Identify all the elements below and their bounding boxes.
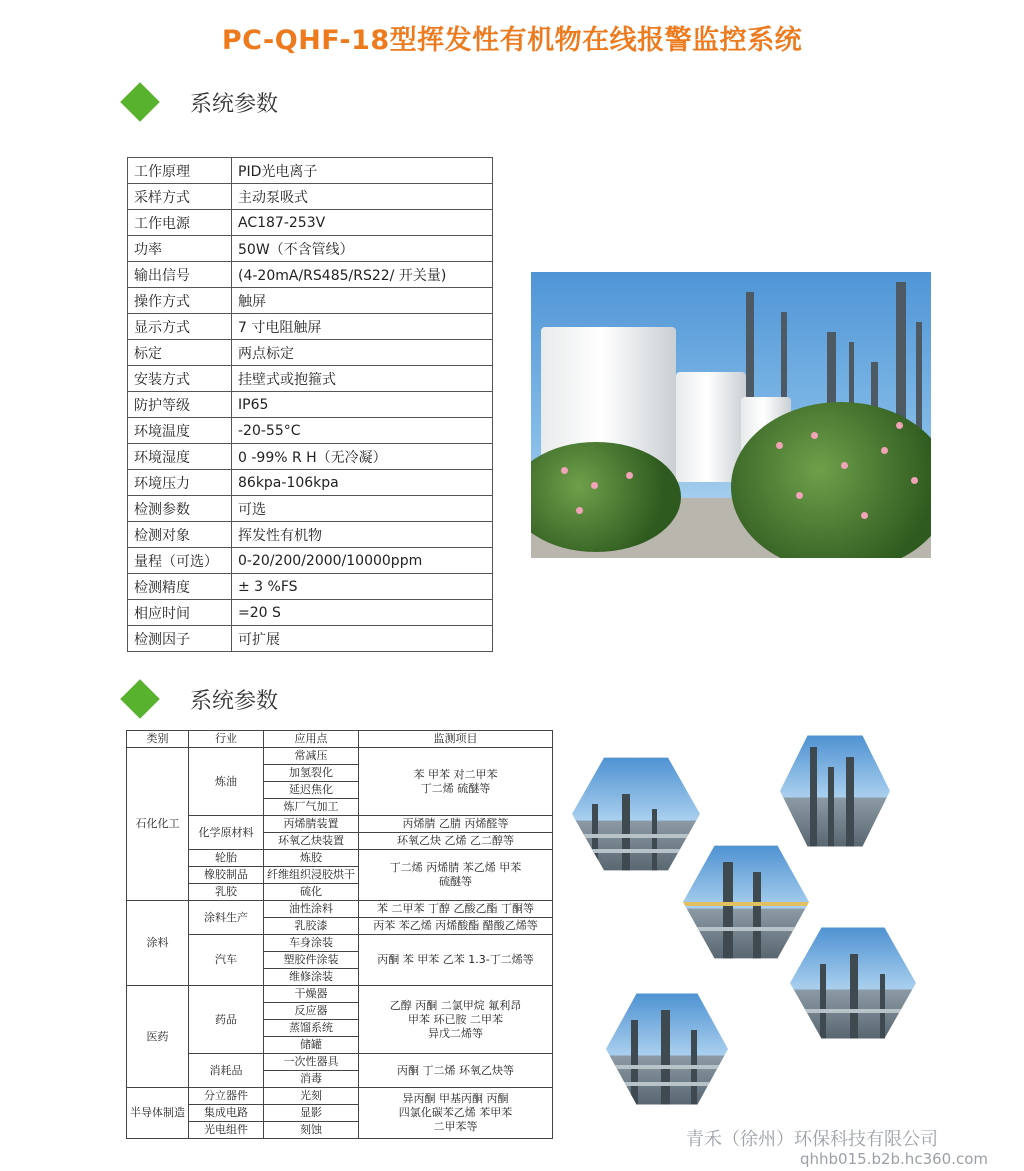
point-cell: 显影 bbox=[264, 1105, 359, 1122]
table-row bbox=[128, 574, 493, 600]
spec-value: PID光电离子 bbox=[232, 158, 493, 184]
table-row bbox=[127, 986, 553, 1003]
hex-photo-5 bbox=[606, 990, 728, 1108]
page-title: PC-QHF-18型挥发性有机物在线报警监控系统 bbox=[221, 25, 803, 56]
industry-cell: 乳胶 bbox=[189, 884, 264, 901]
spec-value: 挥发性有机物 bbox=[232, 522, 493, 548]
section-header-1 bbox=[120, 82, 278, 122]
monitor-line: 甲苯 环已胺 二甲苯 bbox=[408, 1012, 503, 1026]
industry-cell: 涂料生产 bbox=[189, 901, 264, 935]
point-cell: 纤维组织浸胶烘干 bbox=[264, 867, 359, 884]
point-cell: 维修涂装 bbox=[264, 969, 359, 986]
header-cell: 应用点 bbox=[264, 731, 359, 748]
monitor-line: 二甲苯等 bbox=[433, 1120, 478, 1133]
point-cell: 乳胶漆 bbox=[264, 918, 359, 935]
monitor-cell: 丙酮 丁二烯 环氧乙炔等 bbox=[359, 1054, 553, 1088]
point-cell: 常减压 bbox=[264, 748, 359, 765]
spec-key: 工作原理 bbox=[128, 158, 232, 184]
hex-photo-2 bbox=[780, 732, 890, 850]
monitor-cell bbox=[359, 986, 553, 1054]
spec-key: 检测因子 bbox=[128, 626, 232, 652]
section-header-2 bbox=[120, 679, 278, 719]
monitor-line: 四氯化碳苯乙烯 苯甲苯 bbox=[398, 1106, 513, 1119]
table-row bbox=[128, 522, 493, 548]
point-cell: 油性涂料 bbox=[264, 901, 359, 918]
monitor-line: 丁二烯 硫醚等 bbox=[420, 781, 491, 795]
table-row bbox=[127, 816, 553, 833]
industry-cell: 化学原材料 bbox=[189, 816, 264, 850]
site-url: qhhb015.b2b.hc360.com bbox=[800, 1150, 988, 1168]
industry-cell: 消耗品 bbox=[189, 1054, 264, 1088]
point-cell: 刻蚀 bbox=[264, 1122, 359, 1139]
industry-cell: 光电组件 bbox=[189, 1122, 264, 1139]
table-row bbox=[127, 748, 553, 765]
spec-key: 相应时间 bbox=[128, 600, 232, 626]
point-cell: 一次性器具 bbox=[264, 1054, 359, 1071]
spec-key: 安装方式 bbox=[128, 366, 232, 392]
spec-table bbox=[127, 157, 493, 652]
table-row bbox=[127, 850, 553, 867]
point-cell: 炼胶 bbox=[264, 850, 359, 867]
spec-value: 触屏 bbox=[232, 288, 493, 314]
spec-key: 显示方式 bbox=[128, 314, 232, 340]
monitor-cell bbox=[359, 1088, 553, 1139]
monitor-line: 异戊二烯等 bbox=[428, 1026, 483, 1040]
point-cell: 延迟焦化 bbox=[264, 782, 359, 799]
spec-key: 量程（可选） bbox=[128, 548, 232, 574]
table-row bbox=[128, 548, 493, 574]
spec-value: 可选 bbox=[232, 496, 493, 522]
monitor-cell bbox=[359, 850, 553, 901]
point-cell: 蒸馏系统 bbox=[264, 1020, 359, 1037]
spec-value: 7 寸电阻触屏 bbox=[232, 314, 493, 340]
table-row bbox=[127, 1054, 553, 1071]
spec-value: 86kpa-106kpa bbox=[232, 470, 493, 496]
monitor-cell: 苯 二甲苯 丁醇 乙酸乙酯 丁酮等 bbox=[359, 901, 553, 918]
green-diamond-icon bbox=[120, 82, 160, 122]
industry-cell: 汽车 bbox=[189, 935, 264, 986]
spec-key: 功率 bbox=[128, 236, 232, 262]
spec-value: IP65 bbox=[232, 392, 493, 418]
spec-key: 检测参数 bbox=[128, 496, 232, 522]
table-row bbox=[128, 496, 493, 522]
table-row bbox=[128, 158, 493, 184]
point-cell: 硫化 bbox=[264, 884, 359, 901]
monitor-cell: 丙烯腈 乙腈 丙烯醛等 bbox=[359, 816, 553, 833]
spec-key: 输出信号 bbox=[128, 262, 232, 288]
spec-value: 50W（不含管线） bbox=[232, 236, 493, 262]
spec-value: -20-55°C bbox=[232, 418, 493, 444]
point-cell: 反应器 bbox=[264, 1003, 359, 1020]
point-cell: 干燥器 bbox=[264, 986, 359, 1003]
table-row bbox=[128, 470, 493, 496]
industry-cell: 集成电路 bbox=[189, 1105, 264, 1122]
monitor-line: 丁二烯 丙烯腈 苯乙烯 甲苯 bbox=[389, 861, 522, 874]
spec-key: 标定 bbox=[128, 340, 232, 366]
green-diamond-icon bbox=[120, 679, 160, 719]
category-cell: 医药 bbox=[127, 986, 189, 1088]
table-row bbox=[127, 1088, 553, 1105]
category-cell: 石化化工 bbox=[127, 748, 189, 901]
monitor-cell: 环氧乙炔 乙烯 乙二醇等 bbox=[359, 833, 553, 850]
spec-value: 主动泵吸式 bbox=[232, 184, 493, 210]
monitor-line: 异丙酮 甲基丙酮 丙酮 bbox=[402, 1092, 509, 1105]
category-cell: 涂料 bbox=[127, 901, 189, 986]
table-header-row bbox=[127, 731, 553, 748]
header-cell: 行业 bbox=[189, 731, 264, 748]
spec-key: 防护等级 bbox=[128, 392, 232, 418]
monitor-cell: 丙酮 苯 甲苯 乙苯 1.3-丁二烯等 bbox=[359, 935, 553, 986]
table-row bbox=[128, 600, 493, 626]
table-row bbox=[128, 444, 493, 470]
industry-cell: 药品 bbox=[189, 986, 264, 1054]
table-row bbox=[128, 288, 493, 314]
application-table bbox=[126, 730, 553, 1139]
spec-value: 挂壁式或抱箍式 bbox=[232, 366, 493, 392]
industry-cell: 橡胶制品 bbox=[189, 867, 264, 884]
spec-key: 采样方式 bbox=[128, 184, 232, 210]
table-row bbox=[128, 184, 493, 210]
table-row bbox=[128, 236, 493, 262]
table-row bbox=[128, 314, 493, 340]
table-row bbox=[128, 418, 493, 444]
section-title-2: 系统参数 bbox=[190, 688, 279, 714]
spec-key: 工作电源 bbox=[128, 210, 232, 236]
monitor-cell bbox=[359, 748, 553, 816]
spec-key: 检测精度 bbox=[128, 574, 232, 600]
industry-cell: 分立器件 bbox=[189, 1088, 264, 1105]
spec-value: =20 S bbox=[232, 600, 493, 626]
table-row bbox=[127, 901, 553, 918]
spec-value: AC187-253V bbox=[232, 210, 493, 236]
monitor-line: 硫醚等 bbox=[439, 875, 472, 888]
header-cell: 监测项目 bbox=[359, 731, 553, 748]
point-cell: 车身涂装 bbox=[264, 935, 359, 952]
company-name: 青禾（徐州）环保科技有限公司 bbox=[686, 1129, 938, 1150]
spec-value: ± 3 %FS bbox=[232, 574, 493, 600]
hex-photo-4 bbox=[790, 924, 916, 1042]
table-row bbox=[128, 392, 493, 418]
table-row bbox=[127, 935, 553, 952]
hex-photo-1 bbox=[572, 754, 700, 874]
point-cell: 塑胶件涂装 bbox=[264, 952, 359, 969]
monitor-cell: 丙苯 苯乙烯 丙烯酸酯 醋酸乙烯等 bbox=[359, 918, 553, 935]
monitor-line: 苯 甲苯 对二甲苯 bbox=[413, 767, 498, 781]
point-cell: 消毒 bbox=[264, 1071, 359, 1088]
table-row bbox=[128, 626, 493, 652]
table-row bbox=[128, 210, 493, 236]
spec-key: 检测对象 bbox=[128, 522, 232, 548]
table-row bbox=[128, 366, 493, 392]
spec-value: 两点标定 bbox=[232, 340, 493, 366]
industry-cell: 轮胎 bbox=[189, 850, 264, 867]
header-cell: 类别 bbox=[127, 731, 189, 748]
monitor-line: 乙醇 丙酮 二氯甲烷 氟利昂 bbox=[389, 998, 522, 1012]
hex-photo-3 bbox=[683, 842, 809, 962]
spec-key: 环境湿度 bbox=[128, 444, 232, 470]
spec-value: 0-20/200/2000/10000ppm bbox=[232, 548, 493, 574]
point-cell: 光刻 bbox=[264, 1088, 359, 1105]
point-cell: 炼厂气加工 bbox=[264, 799, 359, 816]
spec-key: 环境压力 bbox=[128, 470, 232, 496]
spec-key: 操作方式 bbox=[128, 288, 232, 314]
spec-value: (4-20mA/RS485/RS22/ 开关量) bbox=[232, 262, 493, 288]
section-title-1: 系统参数 bbox=[190, 91, 279, 117]
table-row bbox=[128, 340, 493, 366]
point-cell: 储罐 bbox=[264, 1037, 359, 1054]
table-row bbox=[128, 262, 493, 288]
spec-value: 可扩展 bbox=[232, 626, 493, 652]
category-cell: 半导体制造 bbox=[127, 1088, 189, 1139]
point-cell: 丙烯腈装置 bbox=[264, 816, 359, 833]
spec-value: 0 -99% R H（无冷凝） bbox=[232, 444, 493, 470]
industry-cell: 炼油 bbox=[189, 748, 264, 816]
point-cell: 加氢裂化 bbox=[264, 765, 359, 782]
refinery-photo bbox=[531, 272, 931, 558]
spec-key: 环境温度 bbox=[128, 418, 232, 444]
point-cell: 环氧乙炔装置 bbox=[264, 833, 359, 850]
